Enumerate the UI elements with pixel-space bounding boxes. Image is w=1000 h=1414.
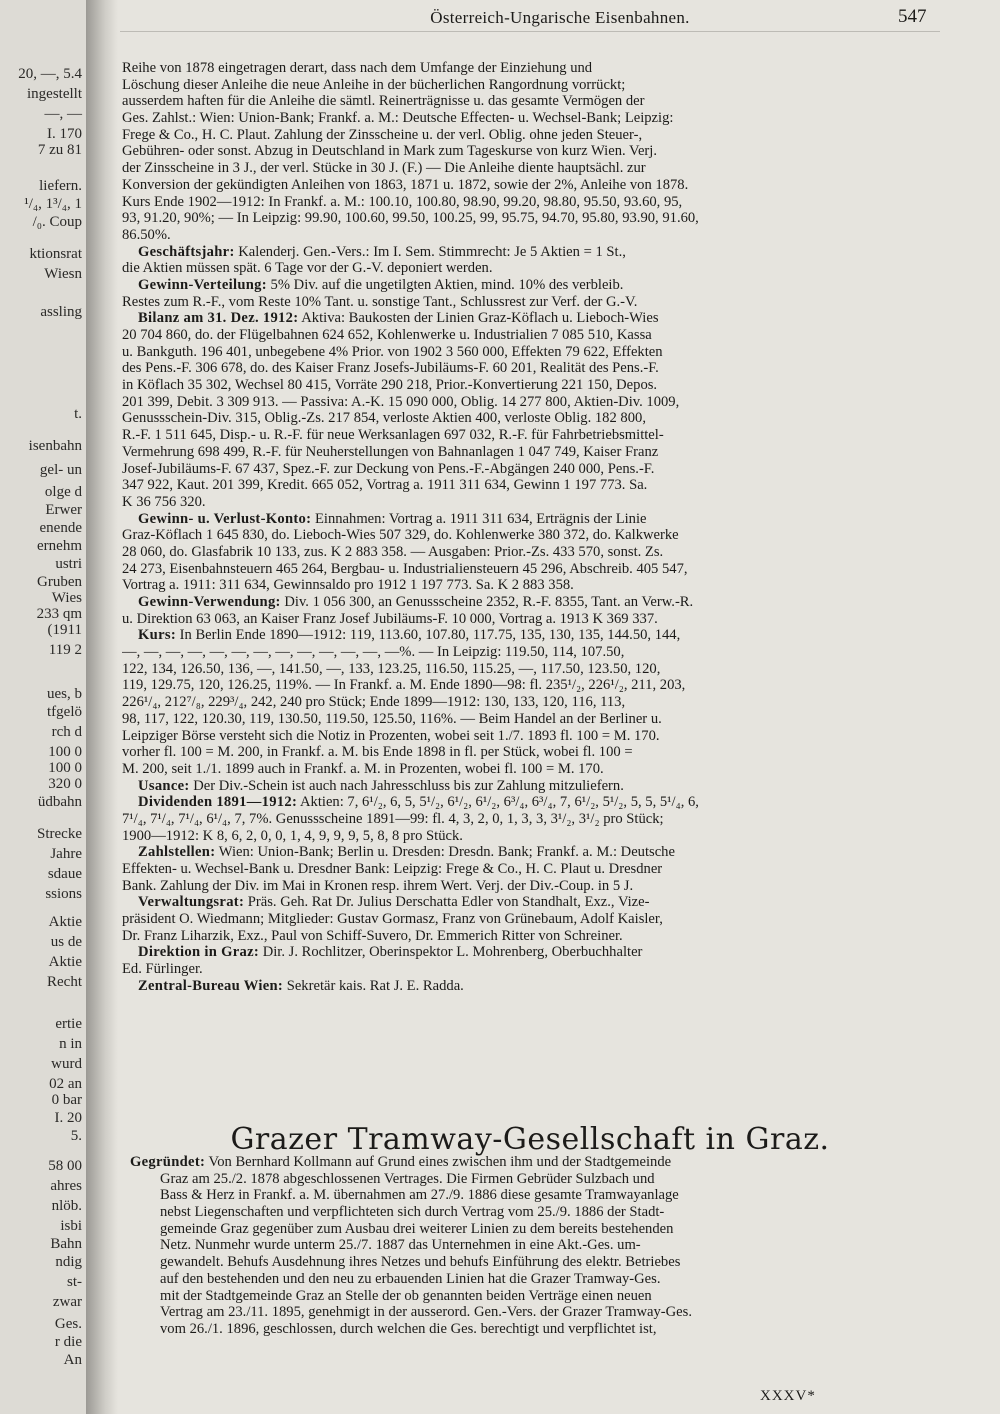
line-text: In Berlin Ende 1890—1912: 119, 113.60, 107.80, 117.75, 135, 130, 135, 144.50, 144,	[175, 627, 681, 644]
section-heading-line	[122, 627, 942, 644]
margin-fragment: isbi	[60, 1218, 82, 1234]
section-label: Gegründet:	[130, 1154, 206, 1170]
text-line	[122, 60, 942, 77]
margin-fragment: ¹/₄, 1³/₄, 1	[24, 196, 82, 212]
text-line	[122, 360, 942, 377]
text-line	[122, 911, 942, 928]
margin-fragment: Gruben	[37, 574, 82, 590]
line-text: Wien: Union-Bank; Berlin u. Dresden: Dresdn. Bank; Frankf. a. M.: Deutsche	[215, 844, 675, 861]
text-line	[122, 410, 942, 427]
section-heading-line	[122, 244, 942, 261]
line-text: 7¹/₄, 7¹/₄, 7¹/₄, 6¹/₄, 7, 7%. Genussscheine 1891—99: fl. 4, 3, 2, 0, 1, 3, 3, 3¹/₂, 3¹/₂ pro Stück;	[122, 810, 664, 827]
text-line	[122, 477, 942, 494]
line-text: vom 26./1. 1896, geschlossen, durch welchen die Ges. berechtigt und verpflichtet ist,	[160, 1320, 657, 1337]
section-label: Verwaltungsrat:	[138, 894, 245, 911]
text-line	[122, 828, 942, 845]
margin-fragment: ktionsrat	[29, 246, 82, 262]
section-label: Zentral-Bureau Wien:	[138, 977, 284, 994]
text-line	[122, 177, 942, 194]
line-text: Kurs Ende 1902—1912: In Frankf. a. M.: 100.10, 100.80, 98.90, 99.20, 98.80, 95.50, 93.60, 95,	[122, 193, 683, 210]
section-label: Gewinn- u. Verlust-Konto:	[138, 510, 312, 527]
margin-fragment: Strecke	[37, 826, 82, 842]
section-heading-line	[122, 310, 942, 327]
text-line	[122, 744, 942, 761]
line-text: 86.50%.	[122, 226, 171, 243]
section-label: Zahlstellen:	[138, 844, 216, 861]
margin-fragment: us de	[50, 934, 82, 950]
line-text: Bank. Zahlung der Div. im Mai in Kronen resp. ihrem Wert. Verj. der Div.-Coup. in 5 J.	[122, 877, 634, 894]
text-line	[122, 427, 942, 444]
margin-fragment: assling	[40, 304, 82, 320]
line-text: 20 704 860, do. der Flügelbahnen 624 652, Kohlenwerke u. Industrialien 7 085 510, Kassa	[122, 327, 652, 343]
line-text: des Pens.-F. 306 678, do. des Kaiser Franz Josefs-Jubiläums-F. 60 201, Realität des Pens.-F.	[122, 360, 659, 377]
text-line	[122, 728, 942, 745]
text-line	[122, 527, 942, 544]
section-label: Direktion in Graz:	[138, 944, 260, 961]
line-text: 119, 129.75, 120, 126.25, 119%. — In Frankf. a. M. Ende 1890—98: fl. 235¹/₂, 226¹/₂, 211, 203,	[122, 677, 686, 694]
line-text: 93, 91.20, 90%; — In Leipzig: 99.90, 100.60, 99.50, 100.25, 99, 95.75, 94.70, 95.80, 93.90, 91.60,	[122, 210, 699, 227]
line-text: Ed. Fürlinger.	[122, 961, 203, 978]
line-text: Aktiva: Baukosten der Linien Graz-Köflach u. Lieboch-Wies	[298, 310, 659, 327]
text-line	[122, 544, 942, 561]
text-line	[122, 327, 942, 344]
line-text: 201 399, Debit. 3 309 913. — Passiva: A.-K. 15 090 000, Oblig. 14 277 800, Aktien-Div. 1009,	[122, 393, 680, 410]
section-label: Gewinn-Verteilung:	[138, 276, 267, 293]
text-line	[122, 110, 942, 127]
margin-fragment: ertie	[55, 1016, 82, 1032]
section-label: Geschäftsjahr:	[138, 243, 235, 260]
text-line	[122, 93, 942, 110]
margin-fragment: gel- un	[39, 462, 82, 478]
margin-fragment: Wiesn	[44, 266, 82, 282]
margin-fragment: 320 0	[48, 776, 82, 792]
text-line	[122, 711, 942, 728]
line-text: Graz-Köflach 1 645 830, do. Lieboch-Wies 507 329, do. Kohlenwerke 380 372, do. Kalkwerke	[122, 527, 679, 544]
margin-fragment: olge d	[44, 484, 82, 500]
text-line	[122, 811, 942, 828]
text-line	[130, 1204, 942, 1221]
text-line	[122, 661, 942, 678]
text-line	[130, 1271, 942, 1288]
text-line	[122, 160, 942, 177]
line-text: Aktien: 7, 6¹/₂, 6, 5, 5¹/₂, 6¹/₂, 6¹/₂, 6³/₄, 6³/₄, 7, 6¹/₂, 5¹/₂, 5, 5, 5¹/₄, 6,	[297, 794, 699, 811]
margin-fragment: Bahn	[50, 1236, 82, 1252]
line-text: Josef-Jubiläums-F. 67 437, Spez.-F. zur Deckung von Pens.-F.-Abgängen 240 000, Pens.-F.	[122, 460, 655, 477]
margin-fragment: ndig	[55, 1254, 82, 1270]
text-line	[130, 1321, 942, 1338]
text-line	[122, 928, 942, 945]
line-text: mit der Stadtgemeinde Graz an Stelle der ob genannten beiden Verträge einen neuen	[160, 1287, 652, 1304]
margin-fragment: st-	[67, 1274, 82, 1290]
text-line	[122, 344, 942, 361]
margin-fragment: 233 qm	[36, 606, 82, 622]
margin-fragment: Erwer	[45, 502, 82, 518]
page-number: 547	[898, 6, 927, 27]
margin-fragment: Jahre	[50, 846, 82, 862]
section-label: Dividenden 1891—1912:	[138, 794, 298, 811]
text-line	[130, 1237, 942, 1254]
text-line	[122, 961, 942, 978]
line-text: 28 060, do. Glasfabrik 10 133, zus. K 2 883 358. — Ausgaben: Prior.-Zs. 433 570, sonst. Zs.	[122, 543, 664, 560]
line-text: gewandelt. Behufs Ausdehnung ihres Netzes und behufs Einführung des elektr. Betriebes	[160, 1254, 681, 1271]
section-heading-line	[122, 794, 942, 811]
margin-fragment: t.	[74, 406, 82, 422]
section-heading-line	[122, 894, 942, 911]
margin-fragment: I. 20	[54, 1110, 82, 1126]
margin-fragment: ssions	[45, 886, 82, 902]
line-text: Der Div.-Schein ist auch nach Jahresschluss bis zur Zahlung mitzuliefern.	[189, 777, 624, 794]
text-line	[130, 1187, 942, 1204]
margin-fragment: /₀. Coup	[32, 214, 82, 230]
margin-fragment: 02 an	[49, 1076, 82, 1092]
section-heading-line	[130, 1154, 942, 1171]
line-text: u. Bankguth. 196 401, unbegebene 4% Prior. von 1902 3 560 000, Effekten 79 622, Effekten	[122, 343, 663, 360]
line-text: u. Direktion 63 063, an Kaiser Franz Josef Jubiläums-F. 10 000, Vortrag a. 1913 K 369 337.	[122, 610, 658, 627]
line-text: 1900—1912: K 8, 6, 2, 0, 0, 1, 4, 9, 9, 9, 5, 8, 8 pro Stück.	[122, 827, 463, 844]
text-line	[122, 561, 942, 578]
line-text: 226¹/₄, 212⁷/₈, 229³/₄, 242, 240 pro Stück; Ende 1899—1912: 130, 133, 120, 116, 113,	[122, 694, 626, 711]
section-heading-line	[122, 944, 942, 961]
line-text: Genussschein-Div. 315, Oblig.-Zs. 217 854, verloste Aktien 400, verloste Oblig. 182 800,	[122, 410, 646, 427]
margin-fragment: Recht	[47, 974, 82, 990]
section-heading-line	[122, 277, 942, 294]
line-text: auf den bestehenden und den neu zu erbauenden Linien hat die Grazer Tramway-Ges.	[160, 1270, 661, 1287]
section-label: Bilanz am 31. Dez. 1912:	[138, 310, 299, 327]
margin-fragment: rch d	[51, 724, 82, 740]
margin-fragment: An	[63, 1352, 82, 1368]
margin-fragment: Ges.	[54, 1316, 82, 1332]
line-text: Präs. Geh. Rat Dr. Julius Derschatta Edler von Standhalt, Exz., Vize-	[244, 894, 650, 911]
line-text: Vermehrung 698 499, R.-F. für Neuherstellungen von Bahnanlagen 1 047 749, Kaiser Franz	[122, 443, 659, 460]
margin-fragment: nlöb.	[51, 1198, 82, 1214]
text-line	[122, 761, 942, 778]
margin-fragment: tfgelö	[47, 704, 82, 720]
section-heading-line	[122, 594, 942, 611]
line-text: Frege & Co., H. C. Plaut. Zahlung der Zinsscheine u. der verl. Oblig. ohne jeden Steuer-,	[122, 126, 643, 143]
text-line	[130, 1304, 942, 1321]
margin-fragment: Aktie	[48, 914, 82, 930]
line-text: Kalenderj. Gen.-Vers.: Im I. Sem. Stimmrecht: Je 5 Aktien = 1 St.,	[234, 243, 626, 260]
text-line	[122, 644, 942, 661]
running-header: Österreich-Ungarische Eisenbahnen.	[430, 8, 690, 27]
text-line	[130, 1254, 942, 1271]
text-line	[122, 611, 942, 628]
line-text: die Aktien müssen spät. 6 Tage vor der G.-V. deponiert werden.	[122, 260, 493, 277]
line-text: präsident O. Wiedmann; Mitglieder: Gustav Gormasz, Franz von Grünebaum, Adolf Kaisler,	[122, 911, 663, 928]
binding-gutter	[86, 0, 118, 1414]
text-line	[122, 143, 942, 160]
section-heading-line	[122, 778, 942, 795]
margin-fragment: 7 zu 81	[37, 142, 82, 158]
text-line	[130, 1288, 942, 1305]
line-text: M. 200, seit 1./1. 1899 auch in Frankf. a. M. in Prozenten, wobei fl. 100 = M. 170.	[122, 760, 604, 777]
line-text: Vortrag a. 1911: 311 634, Gewinnsaldo pro 1912 1 197 773. Sa. K 2 883 358.	[122, 577, 574, 594]
text-line	[122, 677, 942, 694]
margin-fragment: 100 0	[48, 760, 82, 776]
margin-fragment: n in	[59, 1036, 82, 1052]
margin-fragment: (1911	[47, 622, 82, 638]
line-text: Löschung dieser Anleihe die neue Anleihe in der bücherlichen Rangordnung vorrückt;	[122, 76, 626, 93]
margin-fragment: isenbahn	[28, 438, 82, 454]
line-text: Leipziger Börse versteht sich die Notiz in Prozenten, wobei seit 1./7. 1893 fl. 100 = M. 170.	[122, 727, 660, 744]
section-heading-line	[122, 844, 942, 861]
margin-fragment: ustri	[55, 556, 82, 572]
line-text: Ges. Zahlst.: Wien: Union-Bank; Frankf. a. M.: Deutsche Effecten- u. Wechsel-Bank; Leipzig:	[122, 110, 674, 127]
line-text: ausserdem haften für die Anleihe die sämtl. Reinerträgnisse u. das gesamte Vermögen der	[122, 93, 645, 110]
section-title: Grazer Tramway-Gesellschaft in Graz.	[230, 1122, 830, 1157]
left-margin-strip	[0, 0, 89, 1414]
line-text: in Köflach 35 302, Wechsel 80 415, Vorräte 290 218, Prior.-Konvertierung 221 150, Depos.	[122, 377, 658, 394]
line-text: gemeinde Graz gegenüber zum Ausbau drei weiterer Linien zu dem bereits bestehenden	[160, 1220, 674, 1237]
text-line	[130, 1221, 942, 1238]
railway-company-entry	[122, 60, 942, 995]
text-line	[130, 1171, 942, 1188]
line-text: Konversion der gekündigten Anleihen von 1863, 1871 u. 1872, sowie der 2%, Anleihe von 1878.	[122, 176, 689, 193]
line-text: R.-F. 1 511 645, Disp.- u. R.-F. für neue Werksanlagen 697 032, R.-F. für Fahrbetriebsmittel-	[122, 427, 664, 444]
line-text: 98, 117, 122, 120.30, 119, 130.50, 119.50, 125.50, 116%. — Beim Handel an der Berliner u.	[122, 710, 662, 727]
line-text: Gebühren- oder sonst. Abzug in Deutschland in Mark zum Tageskurse von kurz Wien. Verj.	[122, 143, 657, 160]
line-text: Dr. Franz Liharzik, Exz., Paul von Schiff-Suvero, Dr. Emmerich Ritter von Schreiner.	[122, 927, 623, 944]
section-label: Gewinn-Verwendung:	[138, 594, 281, 610]
margin-fragment: 119 2	[48, 642, 82, 658]
line-text: der Zinsscheine in 3 J., der verl. Stücke in 30 J. (F.) — Die Anleihe diente hauptsächl. zur	[122, 160, 646, 177]
line-text: Restes zum R.-F., vom Reste 10% Tant. u. sonstige Tant., Schlussrest zur Verf. der G.-V.	[122, 293, 638, 310]
text-line	[122, 227, 942, 244]
margin-fragment: ues, b	[47, 686, 82, 702]
margin-fragment: üdbahn	[37, 794, 82, 810]
line-text: Div. 1 056 300, an Genussscheine 2352, R.-F. 8355, Tant. an Verw.-R.	[280, 594, 694, 610]
text-line	[122, 694, 942, 711]
margin-fragment: ahres	[50, 1178, 82, 1194]
line-text: —, —, —, —, —, —, —, —, —, —, —, —, —%. — In Leipzig: 119.50, 114, 107.50,	[122, 644, 625, 661]
line-text: Effekten- u. Wechsel-Bank u. Dresdner Bank: Leipzig: Frege & Co., H. C. Plaut u. Dresdner	[122, 861, 663, 877]
text-line	[122, 377, 942, 394]
margin-fragment: sdaue	[47, 866, 82, 882]
margin-fragment: Wies	[51, 590, 82, 606]
text-line	[122, 878, 942, 895]
line-text: 5% Div. auf die ungetilgten Aktien, mind. 10% des verbleib.	[266, 276, 624, 293]
line-text: vorher fl. 100 = M. 200, in Frankf. a. M. bis Ende 1898 in fl. per Stück, wobei fl. 100 =	[122, 744, 633, 761]
text-line	[122, 394, 942, 411]
margin-fragment: —, —	[44, 106, 82, 122]
margin-fragment: 20, —, 5.4	[18, 66, 82, 82]
section-heading-line	[122, 978, 942, 995]
line-text: Reihe von 1878 eingetragen derart, dass nach dem Umfange der Einziehung und	[122, 60, 593, 76]
margin-fragment: ernehm	[37, 538, 82, 554]
line-text: Dir. J. Rochlitzer, Oberinspektor L. Mohrenberg, Oberbuchhalter	[259, 944, 643, 961]
line-text: Einnahmen: Vortrag a. 1911 311 634, Erträgnis der Linie	[311, 510, 647, 527]
text-line	[122, 577, 942, 594]
margin-fragment: 0 bar	[51, 1092, 82, 1108]
text-line	[122, 127, 942, 144]
line-text: Von Bernhard Kollmann auf Grund eines zwischen ihm und der Stadtgemeinde	[205, 1154, 672, 1170]
margin-fragment: I. 170	[47, 126, 82, 142]
section-label: Kurs:	[138, 627, 176, 644]
margin-fragment: 5.	[70, 1128, 82, 1144]
line-text: Vertrag am 23./11. 1895, genehmigt in der ausserord. Gen.-Vers. der Grazer Tramway-Ges.	[160, 1304, 692, 1321]
header-rule	[120, 31, 940, 32]
line-text: Bass & Herz in Frankf. a. M. übernahmen am 27./9. 1886 diese gesamte Tramwayanlage	[160, 1187, 679, 1204]
margin-fragment: 100 0	[48, 744, 82, 760]
tramway-company-entry	[130, 1154, 942, 1338]
line-text: K 36 756 320.	[122, 493, 206, 510]
line-text: Sekretär kais. Rat J. E. Radda.	[283, 977, 464, 994]
line-text: 347 922, Kaut. 201 399, Kredit. 665 052, Vortrag a. 1911 311 634, Gewinn 1 197 773. Sa.	[122, 477, 648, 494]
section-label: Usance:	[138, 777, 190, 794]
text-line	[122, 260, 942, 277]
text-line	[122, 194, 942, 211]
text-line	[122, 494, 942, 511]
signature-mark: XXXV*	[760, 1388, 816, 1404]
line-text: nebst Liegenschaften und verpflichteten sich durch Vertrag vom 25./9. 1886 der Stadt-	[160, 1204, 665, 1221]
margin-fragment: 58 00	[48, 1158, 82, 1174]
text-line	[122, 77, 942, 94]
text-line	[122, 861, 942, 878]
line-text: Graz am 25./2. 1878 abgeschlossenen Vertrages. Die Firmen Gebrüder Sulzbach und	[160, 1170, 655, 1187]
margin-fragment: liefern.	[39, 178, 82, 194]
margin-fragment: zwar	[52, 1294, 82, 1310]
margin-fragment: enende	[39, 520, 82, 536]
margin-fragment: Aktie	[48, 954, 82, 970]
line-text: 24 273, Eisenbahnsteuern 465 264, Bergbau- u. Industrialiensteuern 45 296, Abschreib. 405 547,	[122, 560, 688, 577]
text-line	[122, 461, 942, 478]
text-line	[122, 210, 942, 227]
margin-fragment: r die	[54, 1334, 82, 1350]
section-heading-line	[122, 511, 942, 528]
text-line	[122, 294, 942, 311]
line-text: Netz. Nunmehr wurde unterm 25./7. 1887 das Unternehmen in eine Akt.-Ges. um-	[160, 1237, 641, 1254]
margin-fragment: ingestellt	[27, 86, 82, 102]
line-text: 122, 134, 126.50, 136, —, 141.50, —, 133, 123.25, 116.50, 115.25, —, 117.50, 123.50, 120,	[122, 660, 661, 677]
text-line	[122, 444, 942, 461]
margin-fragment: wurd	[51, 1056, 82, 1072]
